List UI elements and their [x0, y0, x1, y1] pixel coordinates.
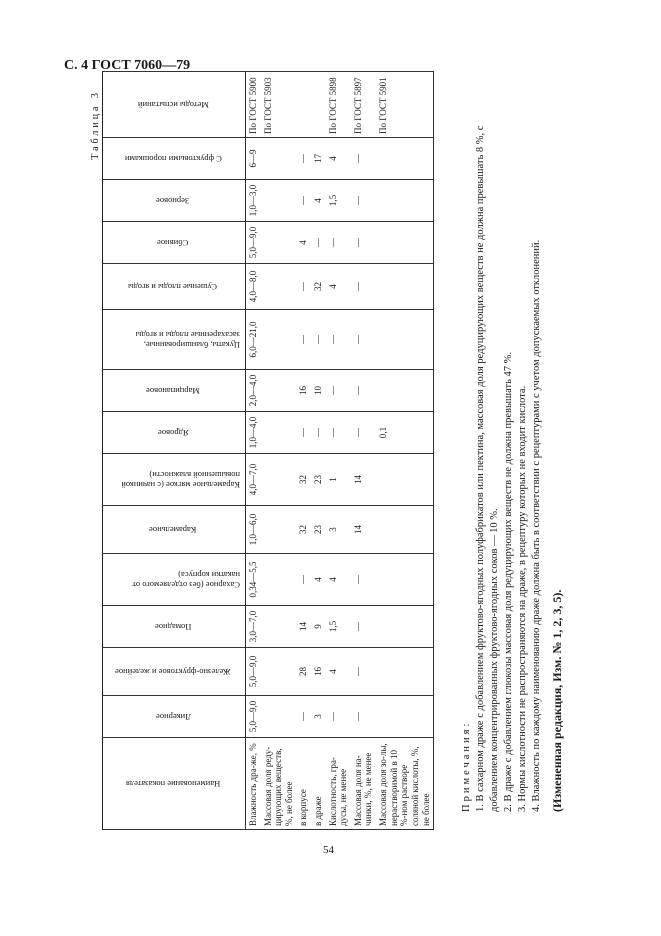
table-cell: [261, 370, 297, 412]
table-cell: [261, 180, 297, 222]
table-cell: 4: [326, 648, 351, 696]
table-cell: 3,0—7,0: [246, 606, 261, 648]
note-item: 3. Нормы кислотности не распространяются на драже, в рецептуру которых не входит кислота.: [517, 385, 528, 812]
table-cell: 1,0—3,0: [246, 180, 261, 222]
table-label: Таблица 3: [90, 90, 101, 160]
table-cell: [261, 222, 297, 264]
column-header-label: Сахарное (без отделяемого от накатки корпуса): [132, 569, 240, 590]
table-cell: —: [326, 310, 351, 370]
table-cell: [261, 606, 297, 648]
table-cell: 4,0—7,0: [246, 454, 261, 506]
table-cell: 32: [296, 506, 311, 554]
table-cell: [376, 370, 434, 412]
table-cell: —: [296, 310, 311, 370]
column-header: [103, 554, 246, 606]
note-item: 2. В драже с добавлением глюкозы массовая доля редуцирующих веществ не должна превышать 47 %.: [503, 352, 514, 812]
row-name: в драже: [311, 738, 326, 830]
method-cell: По ГОСТ 5903: [261, 72, 297, 138]
column-header: [103, 310, 246, 370]
notes-title: Примечания:: [461, 720, 472, 812]
table-cell: [376, 454, 434, 506]
table-cell: [376, 264, 434, 310]
column-header-label: Помадное: [154, 621, 192, 632]
table-row: [326, 72, 351, 830]
table-cell: [376, 310, 434, 370]
row-name: Массовая доля на-чинки, %, не менее: [351, 738, 376, 830]
table-cell: [261, 648, 297, 696]
table-cell: 1: [326, 454, 351, 506]
table-cell: [261, 310, 297, 370]
table-cell: 4: [311, 180, 326, 222]
table-cell: —: [351, 696, 376, 738]
table-cell: —: [351, 606, 376, 648]
page-header: С. 4 ГОСТ 7060—79: [64, 58, 191, 73]
table-cell: [261, 412, 297, 454]
table-cell: 4: [311, 554, 326, 606]
table-cell: 3: [311, 696, 326, 738]
table-cell: 4: [326, 264, 351, 310]
table-cell: —: [326, 222, 351, 264]
column-header: [103, 72, 246, 138]
table-cell: 32: [296, 454, 311, 506]
table-cell: 23: [311, 454, 326, 506]
table-cell: —: [351, 412, 376, 454]
table-cell: —: [351, 264, 376, 310]
table-cell: 2,0—4,0: [246, 370, 261, 412]
note-item: 1. В сахарном драже с добавлением фруктово-ягодных полуфабрикатов или пектина, массовая доля редуцирующих веществ не должна превышать 8 %, с добавлением концентрированных фруктово-ягодных соков — 10 %.: [475, 125, 500, 812]
column-header: [103, 412, 246, 454]
column-header-label: Сбивное: [157, 237, 189, 248]
column-header: [103, 454, 246, 506]
table-cell: 4: [296, 222, 311, 264]
table-cell: —: [326, 696, 351, 738]
table-cell: [376, 506, 434, 554]
table-cell: [376, 222, 434, 264]
row-name: Кислотность, гра-дусы, не менее: [326, 738, 351, 830]
column-header-label: Ликерное: [155, 711, 191, 722]
table-cell: [261, 554, 297, 606]
edition-note: (Измененная редакция, Изм. № 1, 2, 3, 5).: [550, 589, 564, 812]
table-cell: 5,0—9,0: [246, 696, 261, 738]
column-header: [103, 264, 246, 310]
table-cell: —: [296, 180, 311, 222]
table-cell: 32: [311, 264, 326, 310]
table-cell: 3: [326, 506, 351, 554]
method-cell: По ГОСТ 5901: [376, 72, 434, 138]
requirements-table: [102, 71, 434, 830]
method-cell: По ГОСТ 5897: [351, 72, 376, 138]
method-cell: По ГОСТ 5900: [246, 72, 261, 138]
table-cell: [261, 506, 297, 554]
table-cell: 1,5: [326, 180, 351, 222]
table-header-row: [103, 72, 246, 830]
table-cell: —: [351, 180, 376, 222]
table-cell: —: [351, 310, 376, 370]
row-name: Массовая доля зо-лы, нерастворимой в 10 %-ном растворе соляной кислоты, %, не более: [376, 738, 434, 830]
table-cell: [376, 554, 434, 606]
table-cell: 4: [326, 138, 351, 180]
column-header-label: Карамельное: [149, 524, 197, 535]
column-header-label: Сушеные плоды и ягоды: [128, 281, 218, 292]
table-cell: 4,0—8,0: [246, 264, 261, 310]
method-cell: [311, 72, 326, 138]
note-item: 4. Влажность по каждому наименованию драже должна быть в соответствии с рецептурами с учетом допускаемых отклонений.: [531, 239, 542, 812]
column-header-label: Карамельное мягкое (с начинкой повышенной влажности): [121, 469, 240, 490]
table-row: [376, 72, 434, 830]
table-cell: —: [326, 370, 351, 412]
table-cell: —: [326, 412, 351, 454]
table-cell: 16: [296, 370, 311, 412]
column-header-label: Железно-фруктовое и желейное: [115, 666, 231, 677]
table-cell: —: [351, 370, 376, 412]
table-row: [311, 72, 326, 830]
table-row: [296, 72, 311, 830]
column-header: [103, 648, 246, 696]
table-cell: 5,0—9,0: [246, 648, 261, 696]
table-cell: —: [311, 310, 326, 370]
method-cell: [296, 72, 311, 138]
table-cell: —: [296, 412, 311, 454]
column-header-label: Наименование показателя: [125, 778, 221, 789]
table-cell: [261, 696, 297, 738]
notes-block: [460, 96, 564, 826]
table-cell: [376, 180, 434, 222]
table-cell: —: [351, 554, 376, 606]
table-cell: —: [296, 264, 311, 310]
page-number: 54: [323, 844, 334, 856]
table-cell: —: [296, 696, 311, 738]
column-header: [103, 222, 246, 264]
table-cell: —: [311, 222, 326, 264]
table-cell: 17: [311, 138, 326, 180]
table-cell: 6—9: [246, 138, 261, 180]
table-cell: —: [296, 138, 311, 180]
column-header-label: Марципановое: [146, 385, 200, 396]
table-cell: 0,1: [376, 412, 434, 454]
table-cell: [376, 648, 434, 696]
row-name: Массовая доля реду-цирующих веществ, %, не более: [261, 738, 297, 830]
table-cell: —: [351, 138, 376, 180]
table-cell: 14: [351, 454, 376, 506]
table-cell: [261, 138, 297, 180]
table-cell: 5,0—9,0: [246, 222, 261, 264]
column-header-label: С фруктовыми порошками: [124, 153, 222, 164]
column-header: [103, 370, 246, 412]
table-cell: 9: [311, 606, 326, 648]
table-row: [351, 72, 376, 830]
column-header: [103, 506, 246, 554]
table-cell: 14: [296, 606, 311, 648]
table-cell: [376, 696, 434, 738]
column-header: [103, 738, 246, 830]
rotated-content: [90, 77, 564, 830]
method-cell: По ГОСТ 5898: [326, 72, 351, 138]
table-cell: 10: [311, 370, 326, 412]
table-cell: [261, 454, 297, 506]
table-cell: —: [311, 412, 326, 454]
table-cell: [376, 606, 434, 648]
table-cell: 16: [311, 648, 326, 696]
table-cell: —: [351, 648, 376, 696]
table-cell: 14: [351, 506, 376, 554]
column-header: [103, 180, 246, 222]
table-cell: 0,34—5,5: [246, 554, 261, 606]
row-name: Влажность дра-же, %: [246, 738, 261, 830]
table-cell: 1,0—6,0: [246, 506, 261, 554]
column-header: [103, 696, 246, 738]
table-cell: —: [296, 554, 311, 606]
column-header: [103, 606, 246, 648]
row-name: в корпусе: [296, 738, 311, 830]
column-header-label: Цукаты, бланшированные, засахаренные плоды и ягоды: [135, 329, 240, 350]
column-header-label: Зерновое: [156, 195, 190, 206]
table-cell: 1,0—4,0: [246, 412, 261, 454]
table-cell: 6,0—21,0: [246, 310, 261, 370]
column-header-label: Ядровое: [157, 427, 189, 438]
table-cell: 4: [326, 554, 351, 606]
column-header-label: Методы испытаний: [137, 99, 209, 110]
table-row: [261, 72, 297, 830]
table-row: [246, 72, 261, 830]
table-cell: [261, 264, 297, 310]
table-cell: 1,5: [326, 606, 351, 648]
column-header: [103, 138, 246, 180]
table-cell: 23: [311, 506, 326, 554]
table-cell: —: [351, 222, 376, 264]
table-cell: 28: [296, 648, 311, 696]
table-cell: [376, 138, 434, 180]
